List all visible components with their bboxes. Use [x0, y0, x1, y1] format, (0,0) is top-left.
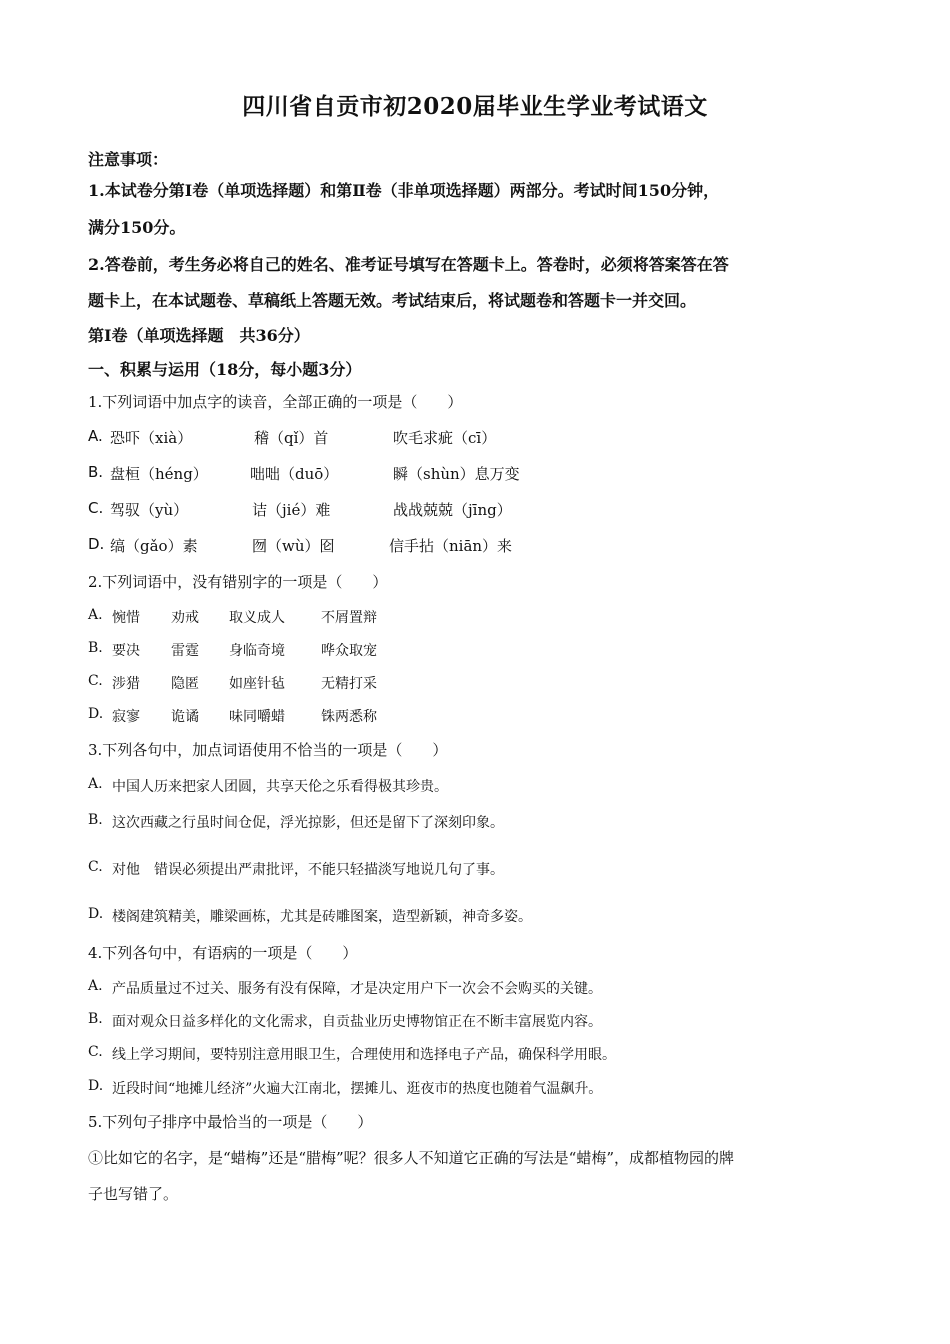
q1-option-d-c3: 信手拈（niān）来	[389, 537, 513, 555]
q2-option-a-c3: 取义成人	[229, 610, 285, 626]
q2-option-c-label: C.	[88, 673, 103, 689]
q2-option-a-c1: 惋惜	[112, 610, 140, 626]
q1-option-c-c1: 驾驭（yù）	[110, 501, 189, 519]
q1-option-b-c1: 盘桓（héng）	[110, 465, 208, 483]
q2-option-d-c4: 铢两悉称	[321, 709, 377, 725]
q4-option-a-text: 产品质量过不过关、服务有没有保障，才是决定用户下一次会不会购买的关键。	[112, 981, 602, 997]
q2-option-d-c2: 诡谲	[171, 709, 199, 725]
q1-option-a	[88, 427, 103, 445]
section1-heading: 一、积累与运用（18分，每小题3分）	[88, 360, 362, 379]
q2-option-d-c3: 味同嚼蜡	[229, 709, 285, 725]
option-label: B.	[88, 463, 104, 481]
option-label: C.	[88, 499, 104, 517]
q2-option-d-label: D.	[88, 706, 104, 722]
option-label: D.	[88, 535, 105, 553]
q3-stem: 3.下列各句中，加点词语使用不恰当的一项是（ ）	[88, 741, 448, 759]
notice-item2-line1: 2.答卷前，考生务必将自己的姓名、准考证号填写在答题卡上。答卷时，必须将答案答在答	[88, 255, 729, 274]
q2-option-a-c4: 不屑置辩	[321, 610, 377, 626]
notice-heading: 注意事项：	[88, 150, 169, 169]
q3-option-c-text: 对他 错误必须提出严肃批评，不能只轻描淡写地说几句了事。	[112, 862, 504, 878]
q4-option-a-label: A.	[88, 978, 103, 994]
option-label: A.	[88, 427, 103, 445]
q1-option-a-c3: 吹毛求疵（cī）	[393, 429, 497, 447]
q3-option-a-text: 中国人历来把家人团圆，共享天伦之乐看得极其珍贵。	[112, 779, 448, 795]
q3-option-a-label: A.	[88, 776, 103, 792]
q3-option-c-label: C.	[88, 859, 103, 875]
q2-option-b-c3: 身临奇境	[229, 643, 285, 659]
q2-stem: 2.下列词语中，没有错别字的一项是（ ）	[88, 573, 388, 591]
page-title: 四川省自贡市初2020届毕业生学业考试语文	[242, 93, 708, 120]
q5-item-line2: 子也写错了。	[88, 1185, 179, 1203]
q2-option-d-c1: 寂寥	[112, 709, 140, 725]
q1-option-b-c3: 瞬（shùn）息万变	[393, 465, 520, 483]
q2-option-b-label: B.	[88, 640, 103, 656]
q1-option-a-c1: 恐吓（xià）	[110, 429, 193, 447]
q4-option-c-text: 线上学习期间，要特别注意用眼卫生，合理使用和选择电子产品，确保科学用眼。	[112, 1047, 616, 1063]
notice-item2-line2: 题卡上，在本试题卷、草稿纸上答题无效。考试结束后，将试题卷和答题卡一并交回。	[88, 291, 697, 310]
q1-option-b-c2: 咄咄（duō）	[250, 465, 339, 483]
q2-option-c-c2: 隐匿	[171, 676, 199, 692]
q2-option-c-c1: 涉猎	[112, 676, 140, 692]
q4-option-b-label: B.	[88, 1011, 103, 1027]
q3-option-d-label: D.	[88, 906, 104, 922]
q1-option-d	[88, 535, 104, 553]
notice-item1-line2: 满分150分。	[88, 218, 186, 237]
q1-option-b	[88, 463, 103, 481]
q2-option-b-c2: 雷霆	[171, 643, 199, 659]
q1-option-c	[88, 499, 103, 517]
q4-stem: 4.下列各句中，有语病的一项是（ ）	[88, 944, 358, 962]
q1-option-c-c2: 诘（jié）难	[252, 501, 331, 519]
q2-option-b-c4: 哗众取宠	[321, 643, 377, 659]
q2-option-c-c4: 无精打采	[321, 676, 377, 692]
q1-option-a-c2: 稽（qǐ）首	[254, 429, 329, 447]
q3-option-b-label: B.	[88, 812, 103, 828]
q3-option-b-text: 这次西藏之行虽时间仓促，浮光掠影，但还是留下了深刻印象。	[112, 815, 504, 831]
q1-option-d-c1: 缟（gǎo）素	[110, 537, 198, 555]
notice-item1-line1: 1.本试卷分第Ⅰ卷（单项选择题）和第Ⅱ卷（非单项选择题）两部分。考试时间150分钟，	[88, 181, 720, 200]
q4-option-d-label: D.	[88, 1078, 104, 1094]
q2-option-a-c2: 劝戒	[171, 610, 199, 626]
q4-option-d-text: 近段时间“地摊儿经济”火遍大江南北，摆摊儿、逛夜市的热度也随着气温飙升。	[112, 1081, 603, 1097]
q2-option-b-c1: 要决	[112, 643, 140, 659]
q4-option-c-label: C.	[88, 1044, 103, 1060]
part1-heading: 第Ⅰ卷（单项选择题 共36分）	[88, 326, 310, 345]
q2-option-c-c3: 如座针毡	[229, 676, 285, 692]
q5-item-line1: ①比如它的名字，是“蜡梅”还是“腊梅”呢？很多人不知道它正确的写法是“蜡梅”，成都植物园的牌	[88, 1149, 735, 1167]
q3-option-d-text: 楼阁建筑精美，雕梁画栋，尤其是砖雕图案，造型新颖，神奇多姿。	[112, 909, 532, 925]
q4-option-b-text: 面对观众日益多样化的文化需求，自贡盐业历史博物馆正在不断丰富展览内容。	[112, 1014, 602, 1030]
q1-option-d-c2: 囫（wù）囵	[252, 537, 335, 555]
q2-option-a-label: A.	[88, 607, 103, 623]
q1-option-c-c3: 战战兢兢（jīng）	[393, 501, 512, 519]
q1-stem: 1.下列词语中加点字的读音，全部正确的一项是（ ）	[88, 393, 463, 411]
q5-stem: 5.下列句子排序中最恰当的一项是（ ）	[88, 1113, 373, 1131]
